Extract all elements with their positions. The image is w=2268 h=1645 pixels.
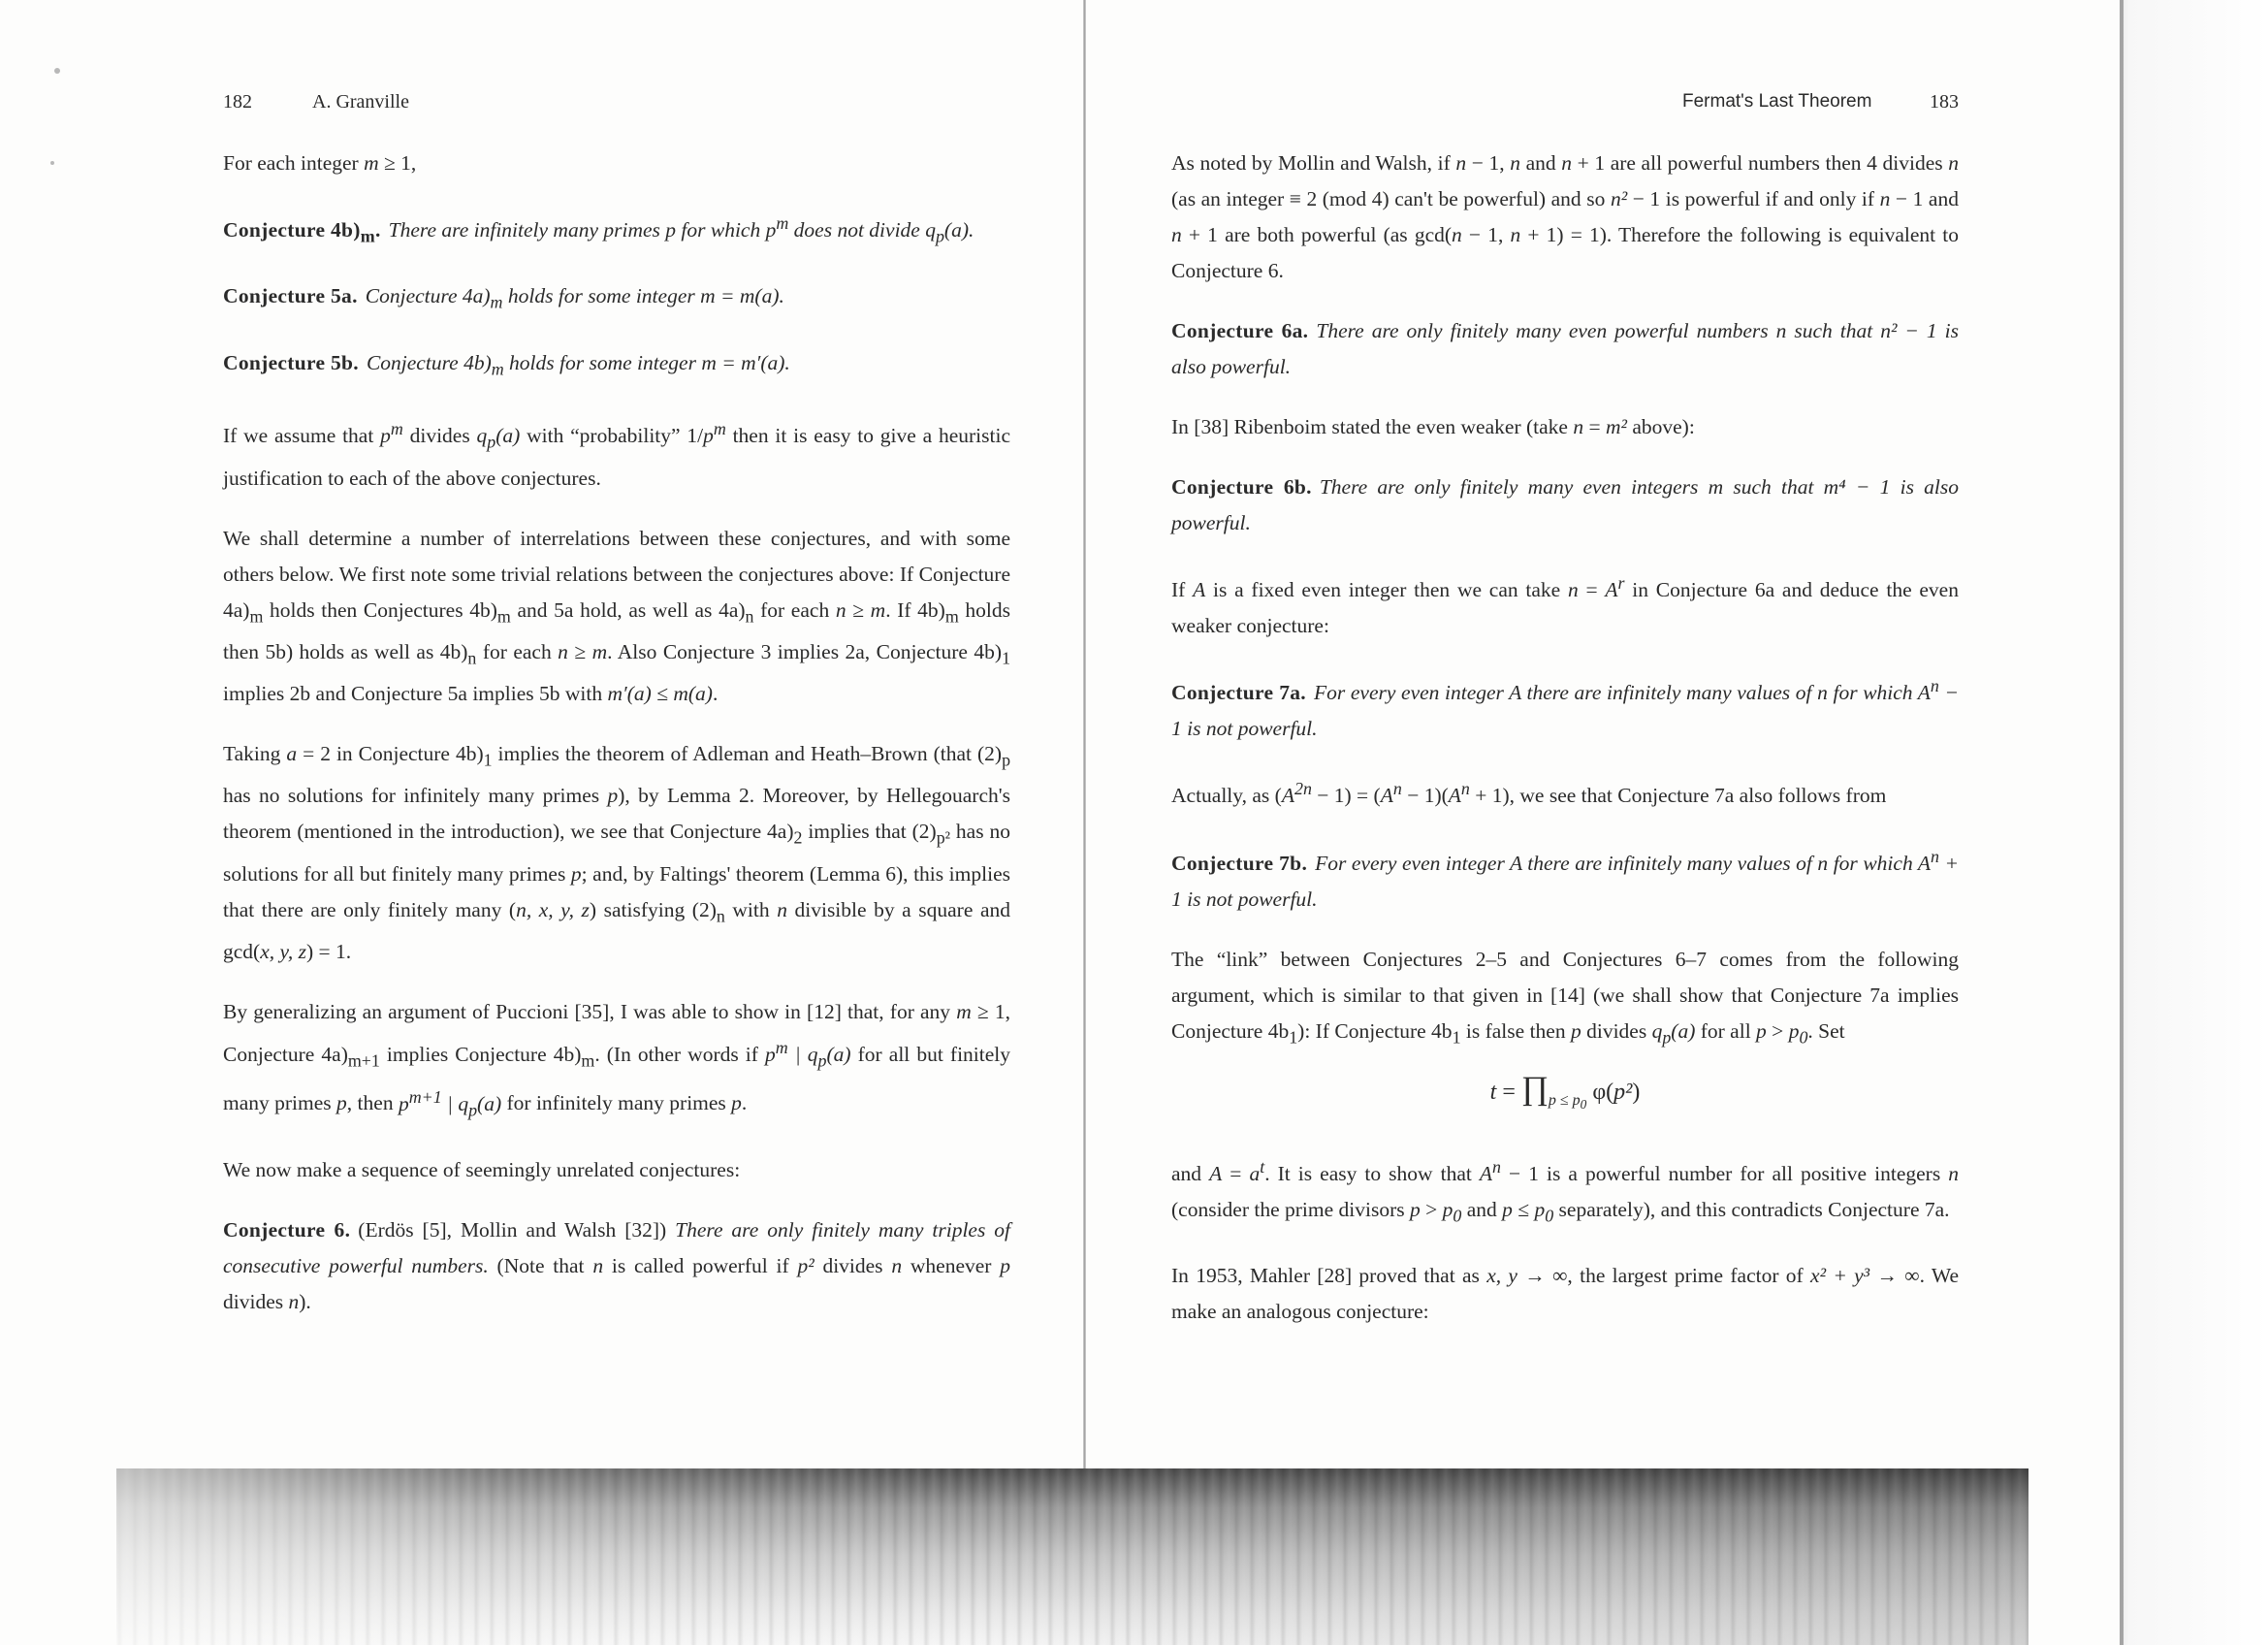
paragraph-and-a: and $A = a^t$. It is easy to show that $A^n - 1$ is a powerful number for all positive integers n (consider the prime divisors $p > p_0$ and $p \le p_0$ separately), and this contradicts Conjecture 7a. [1171, 1156, 1959, 1226]
conjecture-5a: Conjecture 5a. Conjecture $4a)_m$ holds for some integer m = m(a). [223, 284, 784, 312]
paragraph-sequence: We now make a sequence of seemingly unrelated conjectures: [223, 1157, 741, 1181]
paragraph-taking: Taking a = 2 in Conjecture $4b)_1$ implies the theorem of Adleman and Heath–Brown (that $(2)_p$ has no solutions for infinitely many primes p), by Lemma 2. Moreover, by Hellegouarch's theorem (mentioned in the introduction), we see that Conjecture $4a)_2$ implies that $(2)_{p^2}$ has no solutions for all but finitely many primes p; and, by Faltings' theorem (Lemma 6), this implies that there are only finitely many (n, x, y, z) satisfying $(2)_n$ with n divisible by a square and gcd(x, y, z) = 1. [223, 742, 1011, 963]
paragraph-ribenboim: In [38] Ribenboim stated the even weaker (take n = m² above): [1171, 415, 1695, 438]
paragraph-intro: For each integer m ≥ 1, [223, 151, 417, 175]
left-running-head: A. Granville [312, 91, 409, 113]
display-equation: $t = \prod_{p \le p_0}$ φ(p²) [1489, 1070, 1641, 1112]
paragraph-generalizing: By generalizing an argument of Puccioni [35], I was able to show in [12] that, for any m ≥ 1, Conjecture $4a)_{m+1}$ implies Conjecture $4b)_m$. (In other words if $p^m$ | $q_p(a)$ for all but finitely many primes p, then $p^{m+1}$ | $q_p(a)$ for infinitely many primes p. [223, 999, 1010, 1119]
paragraph-fixed: If A is a fixed even integer then we can take $n = A^r$ in Conjecture 6a and deduce the even weaker conjecture: [1171, 573, 1959, 638]
scanner-shadow-fade [116, 1468, 2028, 1645]
paragraph-actually: Actually, as $(A^{2n} - 1) = (A^n - 1)(A^n + 1)$, we see that Conjecture 7a also follows from [1171, 779, 1887, 808]
paragraph-mahler: In 1953, Mahler [28] proved that as x, y → ∞, the largest prime factor of x² + y³ → ∞. We make an analogous conjecture: [1171, 1264, 1959, 1324]
left-page [0, 0, 1084, 1474]
paragraph-mollin: As noted by Mollin and Walsh, if n − 1, n and n + 1 are all powerful numbers then 4 divides n (as an integer ≡ 2 (mod 4) can't be powerful) and so n² − 1 is powerful if and only if n − 1 and n + 1 are both powerful (as gcd(n − 1, n + 1) = 1). Therefore the following is equivalent to Conjecture 6. [1171, 151, 1959, 282]
conjecture-7a: Conjecture 7a. For every even integer A there are infinitely many values of n for which $A^n - 1$ is not powerful. [1171, 676, 1960, 741]
conjecture-6b: Conjecture 6b. There are only finitely many even integers m such that m⁴ − 1 is also powerful. [1171, 475, 1959, 534]
left-page-number: 182 [223, 91, 252, 113]
conjecture-6: Conjecture 6. (Erdös [5], Mollin and Walsh [32]) There are only finitely many triples of consecutive powerful numbers. (Note that n is called powerful if p² divides n whenever p divides n). [223, 1217, 1011, 1313]
paragraph-heuristic: If we assume that $p^m$ divides $q_p(a)$ with “probability” $1/p^m$ then it is easy to give a heuristic justification to each of the above conjectures. [223, 419, 1010, 490]
book-right-edge [2120, 0, 2268, 1645]
right-page-number: 183 [1930, 91, 1959, 113]
right-text-column [1171, 145, 1959, 1354]
scan-speck [54, 68, 60, 74]
paragraph-interrelations: We shall determine a number of interrelations between these conjectures, and with some others below. We first note some trivial relations between the conjectures above: If Conjecture $4a)_m$ holds then Conjectures $4b)_m$ and 5a hold, as well as $4a)_n$ for each n ≥ m. If $4b)_m$ holds then 5b) holds as well as $4b)_n$ for each n ≥ m. Also Conjecture 3 implies 2a, Conjecture $4b)_1$ implies 2b and Conjecture 5a implies 5b with m′(a) ≤ m(a). [223, 526, 1011, 706]
conjecture-5b: Conjecture 5b. Conjecture $4b)_m$ holds for some integer m = m′(a). [223, 350, 790, 379]
conjecture-7b: Conjecture 7b. For every even integer A there are infinitely many values of n for which $A^n + 1$ is not powerful. [1171, 846, 1960, 911]
conjecture-6a: Conjecture 6a. There are only finitely many even powerful numbers n such that n² − 1 is also powerful. [1171, 319, 1959, 378]
paragraph-link: The “link” between Conjectures 2–5 and Conjectures 6–7 comes from the following argument, which is similar to that given in [14] (we shall show that Conjecture 7a implies Conjecture $4b_1$): If Conjecture $4b_1$ is false then p divides $q_p(a)$ for all $p > p_0$. Set [1171, 947, 1959, 1047]
right-running-head: Fermat's Last Theorem [1682, 91, 1872, 112]
scan-speck [50, 161, 54, 165]
conjecture-4b: Conjecture $4b)_m$. There are infinitely many primes p for which $p^m$ does not divide $q_p(a)$. [223, 213, 974, 246]
left-text-column [223, 145, 1010, 1344]
